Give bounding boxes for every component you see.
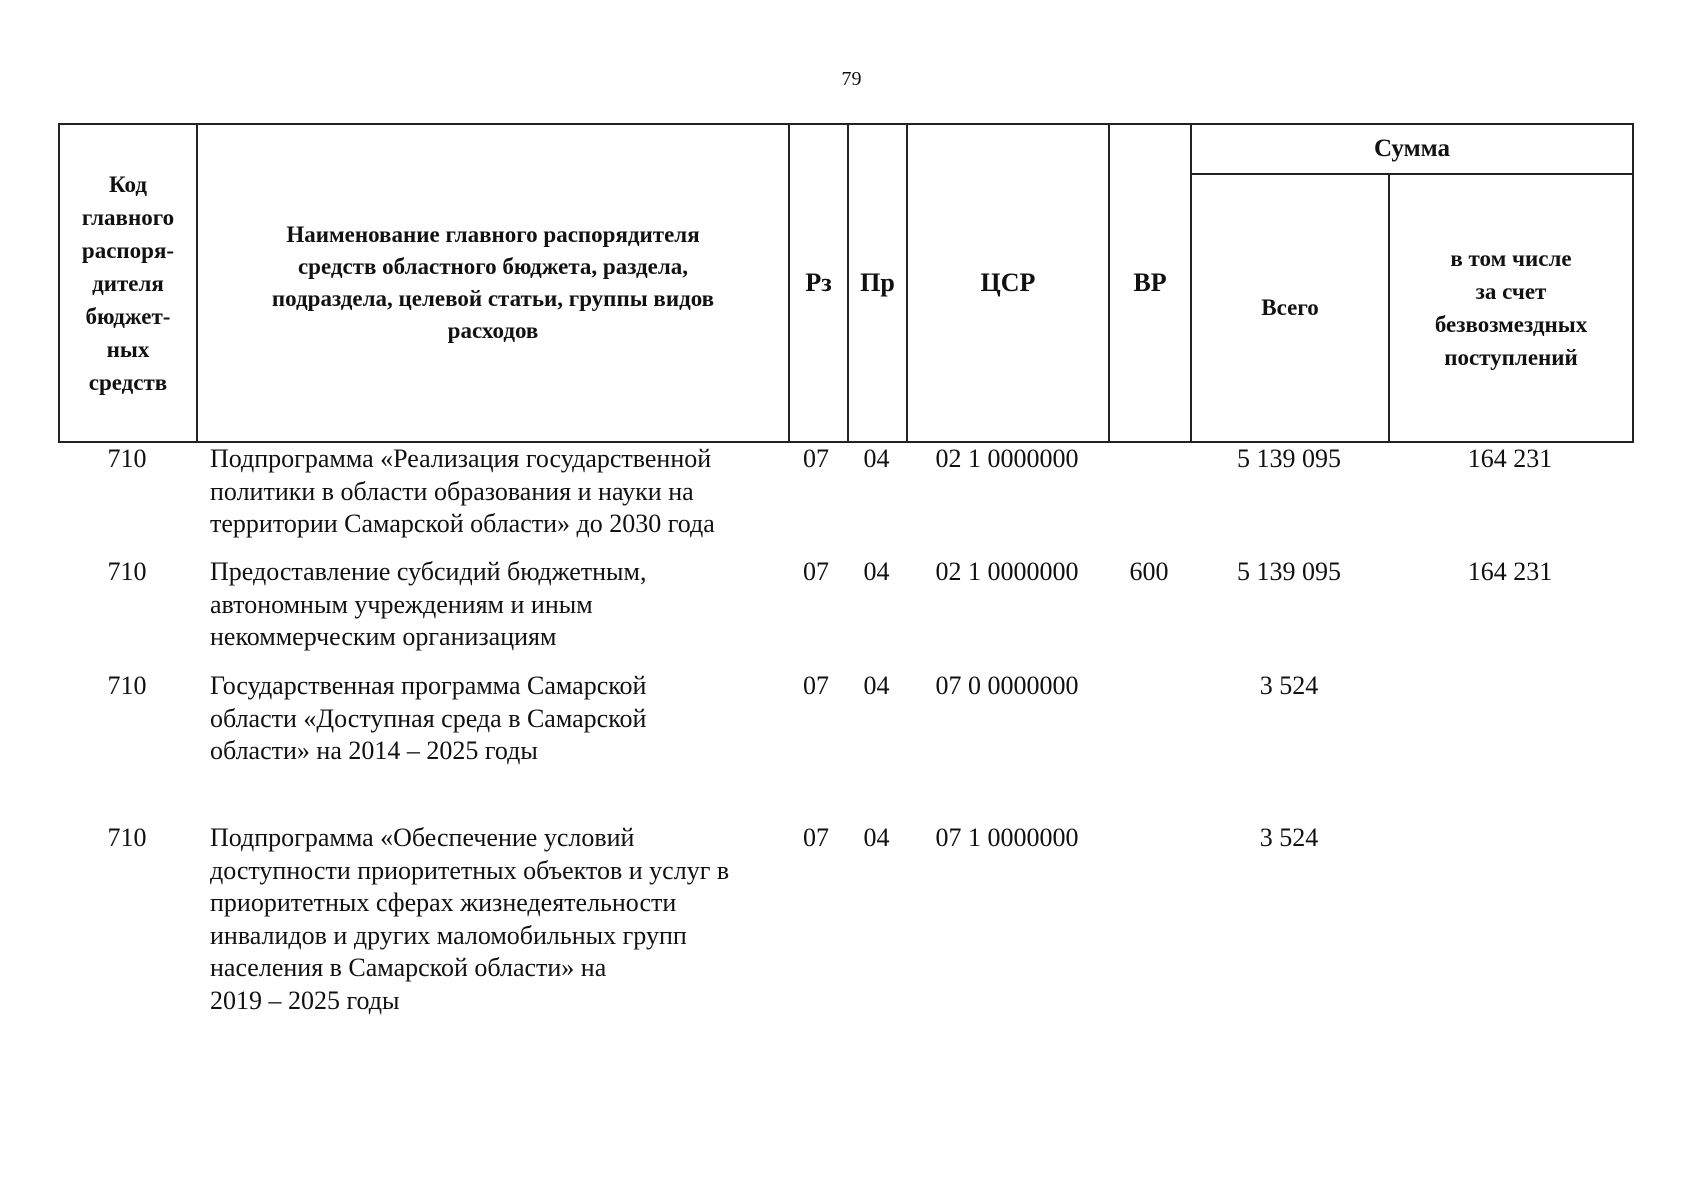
cell-code: 710	[107, 557, 147, 586]
table-row	[58, 556, 1632, 670]
table-row	[58, 822, 1632, 1022]
cell-vr: 600	[1129, 557, 1169, 586]
header-sum: Сумма	[1191, 124, 1633, 174]
cell-incl: 164 231	[1467, 444, 1553, 473]
cell-pr: 04	[863, 823, 890, 852]
cell-code: 710	[107, 444, 147, 473]
cell-rz: 07	[803, 671, 829, 700]
cell-pr: 04	[863, 444, 890, 473]
cell-total: 3 524	[1259, 671, 1319, 700]
header-pr: Пр	[848, 124, 907, 442]
cell-csr: 07 0 0000000	[935, 671, 1079, 700]
page-number: 79	[841, 68, 862, 90]
cell-total: 5 139 095	[1237, 444, 1341, 473]
header-total: Всего	[1191, 174, 1389, 442]
cell-code: 710	[107, 671, 147, 700]
cell-total: 3 524	[1259, 823, 1319, 852]
table-body	[58, 443, 1632, 1022]
header-vr: ВР	[1109, 124, 1191, 442]
cell-csr: 07 1 0000000	[935, 823, 1079, 852]
table-row	[58, 443, 1632, 556]
table-row	[58, 670, 1632, 822]
cell-pr: 04	[863, 557, 890, 586]
header-name: Наименование главного распорядителя средств областного бюджета, раздела, подраздела, целевой статьи, группы видов расходов	[197, 124, 789, 442]
cell-csr: 02 1 0000000	[935, 444, 1079, 473]
cell-rz: 07	[803, 557, 829, 586]
cell-total: 5 139 095	[1237, 557, 1341, 586]
header-rz: Рз	[789, 124, 848, 442]
header-csr: ЦСР	[907, 124, 1109, 442]
table-header	[58, 123, 1634, 443]
cell-csr: 02 1 0000000	[935, 557, 1079, 586]
cell-rz: 07	[803, 823, 829, 852]
cell-name: Подпрограмма «Обеспечение условий доступности приоритетных объектов и услуг в приоритетных сферах жизнедеятельности инвалидов и других маломобильных групп населения в Самарской области» на 2019 – 2025 годы	[210, 823, 730, 1015]
cell-incl: 164 231	[1467, 557, 1553, 586]
cell-pr: 04	[863, 671, 890, 700]
cell-name: Государственная программа Самарской области «Доступная среда в Самарской области» на 2014 – 2025 годы	[210, 671, 647, 765]
header-incl: в том числе за счет безвозмездных поступлений	[1389, 174, 1633, 442]
header-code: Код главного распоря- дителя бюджет- ных средств	[59, 124, 197, 442]
cell-rz: 07	[803, 444, 829, 473]
cell-name: Подпрограмма «Реализация государственной политики в области образования и науки на территории Самарской области» до 2030 года	[210, 444, 715, 538]
cell-code: 710	[107, 823, 147, 852]
cell-name: Предоставление субсидий бюджетным, автономным учреждениям и иным некоммерческим организациям	[210, 557, 647, 651]
